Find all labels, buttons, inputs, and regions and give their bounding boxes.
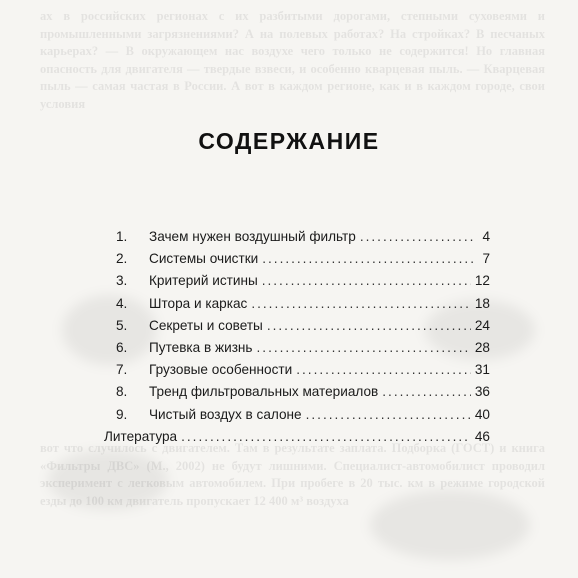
contents-heading: СОДЕРЖАНИЕ xyxy=(198,128,380,154)
page-stain xyxy=(48,450,168,510)
toc-entry-page-number: 36 xyxy=(474,384,490,400)
toc-entry-page-number: 40 xyxy=(474,406,490,422)
toc-entry[interactable] xyxy=(104,340,490,362)
toc-entry-number: 1. xyxy=(116,229,128,244)
toc-entry-title: Секреты и советы xyxy=(149,317,263,333)
toc-entry-title: Системы очистки xyxy=(149,251,259,267)
bleed-through-text-bottom: вот что случилось с двигателем. Там в результате заплата. Подборка (ГОСТ) и книга «Фильтры ДВС» (М., 2002) не будут лишними. Специалист-автомобилист проводил эксперимент с легковым автомобилем. При пробеге в 20 тыс. км в режиме городской езды до 100 км двигатель пропускает 12 400 м³ воздуха xyxy=(40,441,545,508)
toc-leader-dots xyxy=(181,429,471,444)
toc-entry-title: Критерий истины xyxy=(149,273,258,289)
toc-entry-number: 5. xyxy=(116,317,128,333)
toc-entry[interactable] xyxy=(104,296,490,318)
toc-entry-page-number: 18 xyxy=(474,295,490,311)
table-of-contents xyxy=(104,229,490,451)
toc-leader-dots xyxy=(296,362,471,377)
toc-leader-dots xyxy=(360,229,476,244)
toc-entry-title: Грузовые особенности xyxy=(149,362,293,378)
toc-leader-dots xyxy=(267,318,471,333)
toc-entry-title: Штора и каркас xyxy=(149,295,248,311)
toc-entry-number: 3. xyxy=(116,273,128,289)
toc-leader-dots xyxy=(251,296,471,311)
toc-entry[interactable] xyxy=(104,362,490,384)
toc-entry[interactable] xyxy=(104,273,490,295)
toc-entry-page-number: 28 xyxy=(474,339,490,355)
toc-entry-page-number: 4 xyxy=(482,229,490,244)
toc-entry-literature[interactable] xyxy=(104,429,490,451)
toc-entry-page-number: 31 xyxy=(474,362,490,378)
toc-entry-number: 2. xyxy=(116,251,128,267)
toc-entry[interactable] xyxy=(104,229,490,251)
toc-entry[interactable] xyxy=(104,407,490,429)
toc-entry[interactable] xyxy=(104,251,490,273)
toc-entry-title: Зачем нужен воздушный фильтр xyxy=(149,229,356,244)
bleed-through-text-top: ах в российских регионах с их разбитыми дорогами, степными суховеями и промышленными загрязнениями? А на полевых работах? На стройках? В песчаных карьерах? — В окружающем нас воздухе чего только не содержится! Но главная опасность для двигателя — твердые взвеси, и особенно кварцевая пыль. — Кварцевая пыль — самая частая в России. А вот в каждом регионе, как и в каждом городе, свои условия xyxy=(40,9,545,111)
toc-entry-title: Чистый воздух в салоне xyxy=(149,406,302,422)
toc-entry-page-number: 24 xyxy=(474,317,490,333)
toc-entry-page-number: 7 xyxy=(482,251,490,267)
toc-leader-dots xyxy=(262,251,476,266)
toc-entry-title: Тренд фильтровальных материалов xyxy=(149,384,379,400)
toc-entry-page-number: 12 xyxy=(474,273,490,289)
toc-entry-number: 6. xyxy=(116,339,128,355)
toc-entry-number: 9. xyxy=(116,406,128,422)
toc-entry[interactable] xyxy=(104,318,490,340)
toc-leader-dots xyxy=(257,340,471,355)
toc-leader-dots xyxy=(382,384,471,399)
toc-entry-title: Путевка в жизнь xyxy=(149,339,253,355)
toc-entry-title: Литература xyxy=(104,428,178,444)
toc-leader-dots xyxy=(306,407,471,422)
toc-leader-dots xyxy=(262,273,471,288)
toc-entry-number: 7. xyxy=(116,362,128,378)
toc-entry[interactable] xyxy=(104,384,490,406)
toc-entry-page-number: 46 xyxy=(474,428,490,444)
page-stain xyxy=(370,490,530,560)
toc-entry-number: 8. xyxy=(116,384,128,400)
toc-entry-number: 4. xyxy=(116,295,128,311)
